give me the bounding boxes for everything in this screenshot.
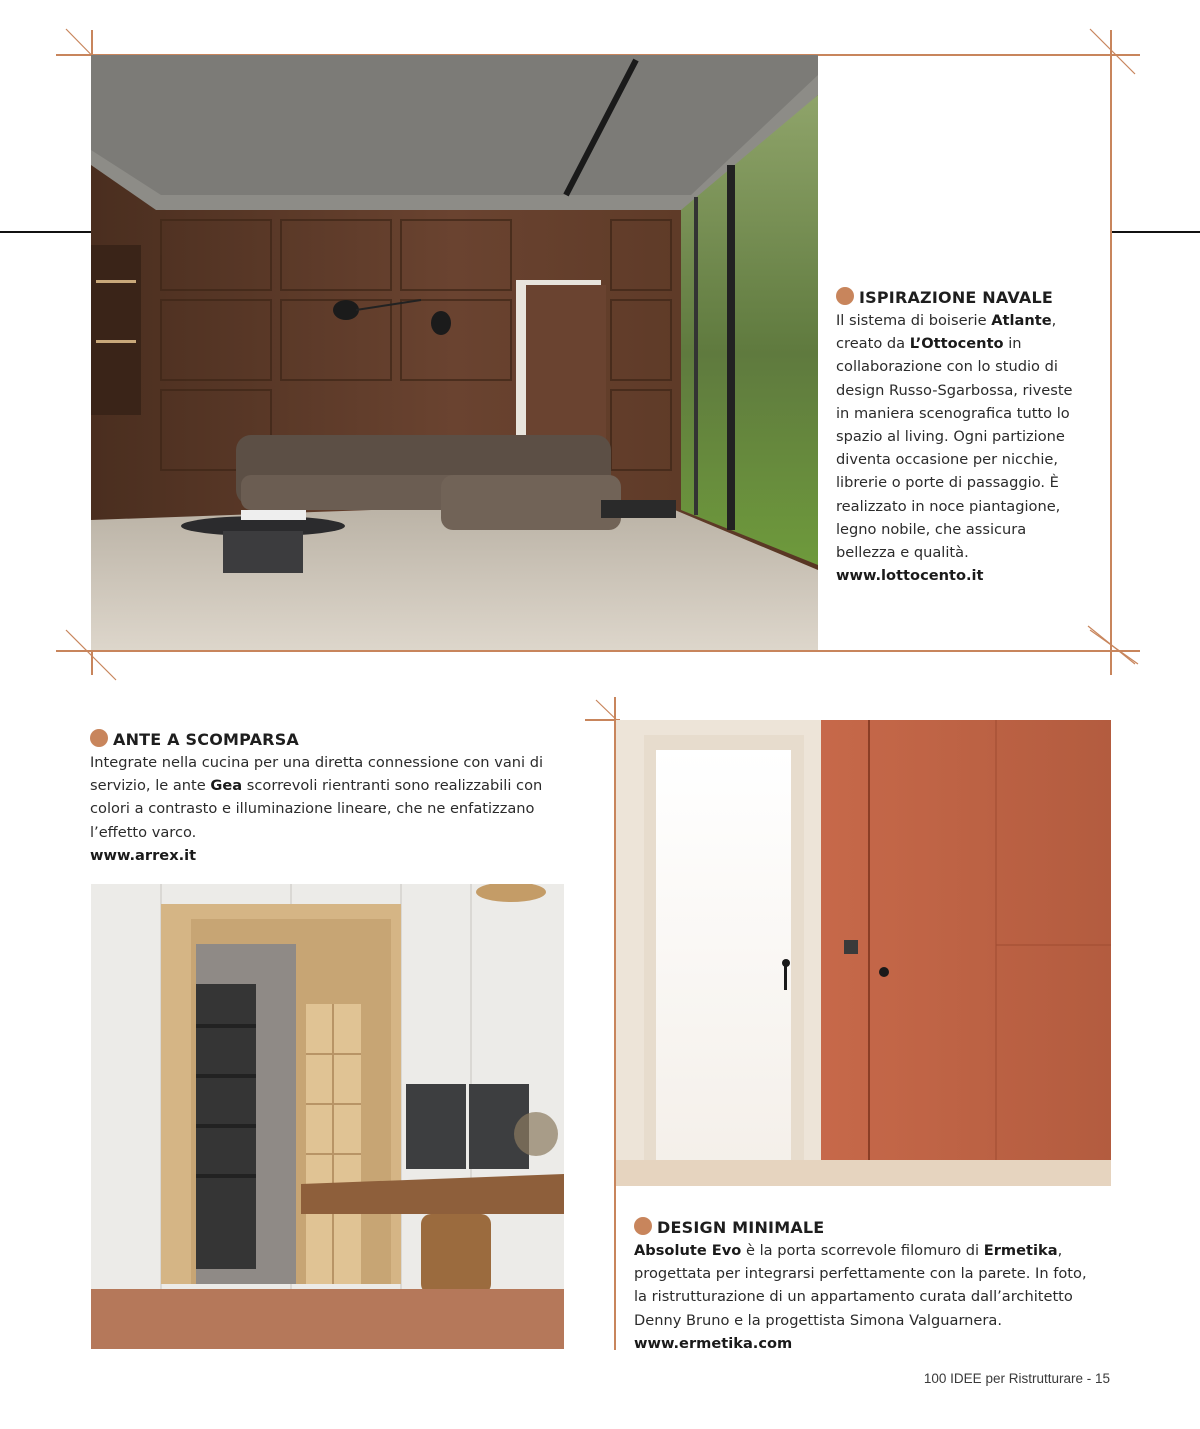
body-line: la ristrutturazione di un appartamento curata dall’architetto <box>634 1288 1073 1306</box>
body-line: librerie o porte di passaggio. È <box>836 474 1059 492</box>
body-line: realizzato in noce piantagione, <box>836 497 1061 515</box>
section-ante-a-scomparsa <box>90 728 570 867</box>
section-body <box>634 1239 1114 1332</box>
body-line: diventa occasione per nicchie, <box>836 451 1059 469</box>
kitchen-pocket-door-photo <box>91 884 564 1349</box>
body-line: design Russo-Sgarbossa, riveste <box>836 381 1073 399</box>
website-link[interactable]: www.arrex.it <box>90 846 197 864</box>
bullet-dot-icon <box>836 287 854 305</box>
body-line: colori a contrasto e illuminazione lineare, che ne enfatizzano <box>90 800 535 818</box>
section-ispirazione-navale <box>836 286 1106 587</box>
bullet-dot-icon <box>90 729 108 747</box>
section-body <box>836 309 1106 564</box>
body-line: progettata per integrarsi perfettamente con la parete. In foto, <box>634 1265 1087 1283</box>
body-line: in maniera scenografica tutto lo <box>836 404 1070 422</box>
body-line: collaborazione con lo studio di <box>836 358 1058 376</box>
section-title: ISPIRAZIONE NAVALE <box>836 286 1106 309</box>
body-line: servizio, le ante Gea scorrevoli rientranti sono realizzabili con <box>90 777 543 795</box>
bullet-dot-icon <box>634 1217 652 1235</box>
body-line: legno nobile, che assicura <box>836 520 1027 538</box>
body-line: creato da L’Ottocento in <box>836 335 1022 353</box>
section-title: ANTE A SCOMPARSA <box>90 728 570 751</box>
page-footer: 100 IDEE per Ristrutturare - 15 <box>923 1371 1110 1386</box>
section-design-minimale <box>634 1216 1114 1355</box>
body-line: Absolute Evo è la porta scorrevole filomuro di Ermetika, <box>634 1242 1063 1259</box>
body-line: Denny Bruno e la progettista Simona Valguarnera. <box>634 1311 1002 1329</box>
living-room-photo <box>91 55 818 650</box>
body-line: bellezza e qualità. <box>836 544 969 562</box>
website-link[interactable]: www.lottocento.it <box>836 567 984 585</box>
section-body <box>90 751 570 844</box>
body-line: Il sistema di boiserie Atlante, <box>836 312 1057 329</box>
sliding-door-photo <box>616 720 1111 1186</box>
website-link[interactable]: www.ermetika.com <box>634 1334 793 1352</box>
section-title: DESIGN MINIMALE <box>634 1216 1114 1239</box>
body-line: spazio al living. Ogni partizione <box>836 428 1065 446</box>
body-line: l’effetto varco. <box>90 823 197 841</box>
body-line: Integrate nella cucina per una diretta connessione con vani di <box>90 754 544 771</box>
